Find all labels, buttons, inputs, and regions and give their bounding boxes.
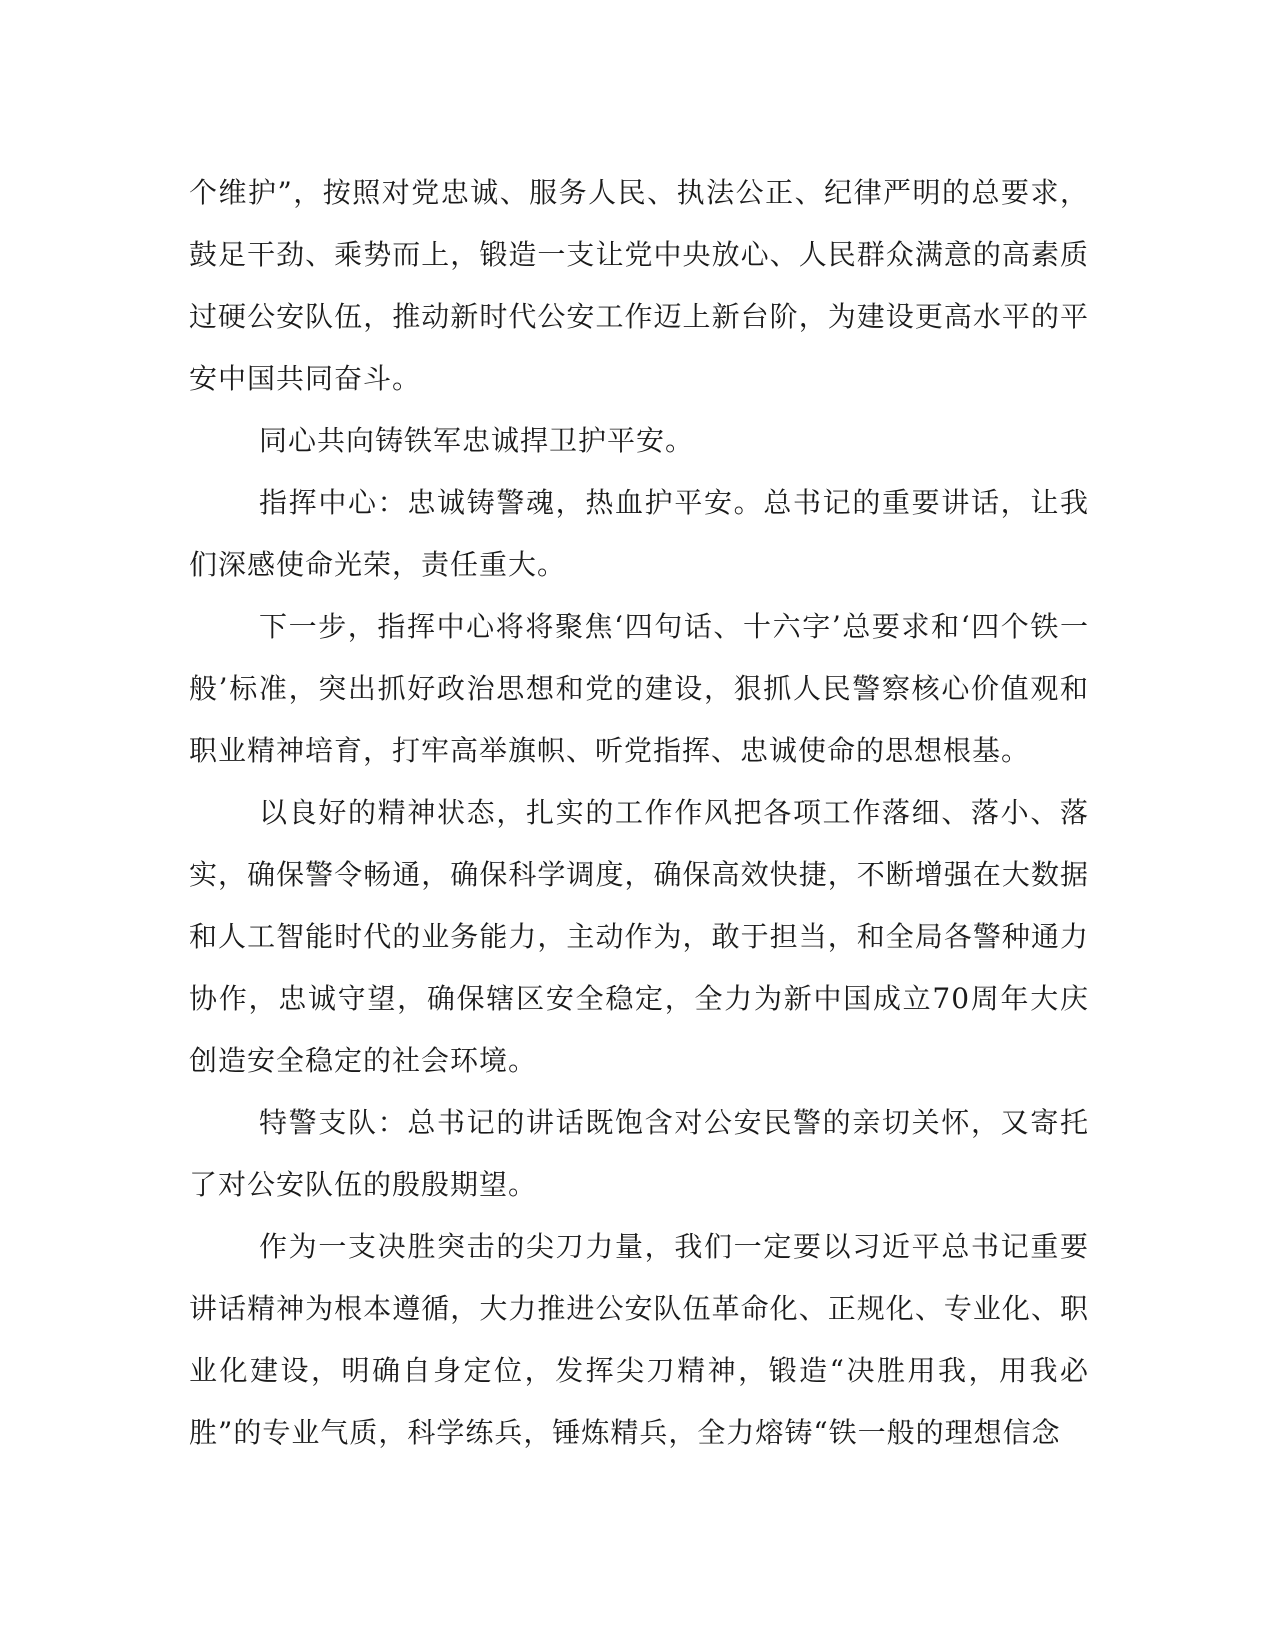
paragraph-3: 指挥中心：忠诚铸警魂，热血护平安。总书记的重要讲话，让我们深感使命光荣，责任重大。: [189, 486, 1089, 581]
paragraph-7: 作为一支决胜突击的尖刀力量，我们一定要以习近平总书记重要讲话精神为根本遵循，大力推进公安队伍革命化、正规化、专业化、职业化建设，明确自身定位，发挥尖刀精神，锻造“决胜用我，用我必胜”的专业气质，科学练兵，锤炼精兵，全力熔铸“铁一般的理想信念: [189, 1230, 1089, 1449]
paragraph-4: 下一步，指挥中心将将聚焦‘四句话、十六字’总要求和‘四个铁一般’标准，突出抓好政治思想和党的建设，狠抓人民警察核心价值观和职业精神培育，打牢高举旗帜、听党指挥、忠诚使命的思想根基。: [189, 610, 1089, 767]
body-text: [189, 162, 1089, 1464]
paragraph-5: 以良好的精神状态，扎实的工作作风把各项工作落细、落小、落实，确保警令畅通，确保科学调度，确保高效快捷，不断增强在大数据和人工智能时代的业务能力，主动作为，敢于担当，和全局各警种通力协作，忠诚守望，确保辖区安全稳定，全力为新中国成立70周年大庆创造安全稳定的社会环境。: [189, 796, 1089, 1077]
paragraph-1: 个维护”，按照对党忠诚、服务人民、执法公正、纪律严明的总要求，鼓足干劲、乘势而上，锻造一支让党中央放心、人民群众满意的高素质过硬公安队伍，推动新时代公安工作迈上新台阶，为建设更高水平的平安中国共同奋斗。: [189, 176, 1089, 395]
paragraph-2: 同心共向铸铁军忠诚捍卫护平安。: [259, 424, 695, 457]
paragraph-6: 特警支队：总书记的讲话既饱含对公安民警的亲切关怀，又寄托了对公安队伍的殷殷期望。: [189, 1106, 1089, 1201]
